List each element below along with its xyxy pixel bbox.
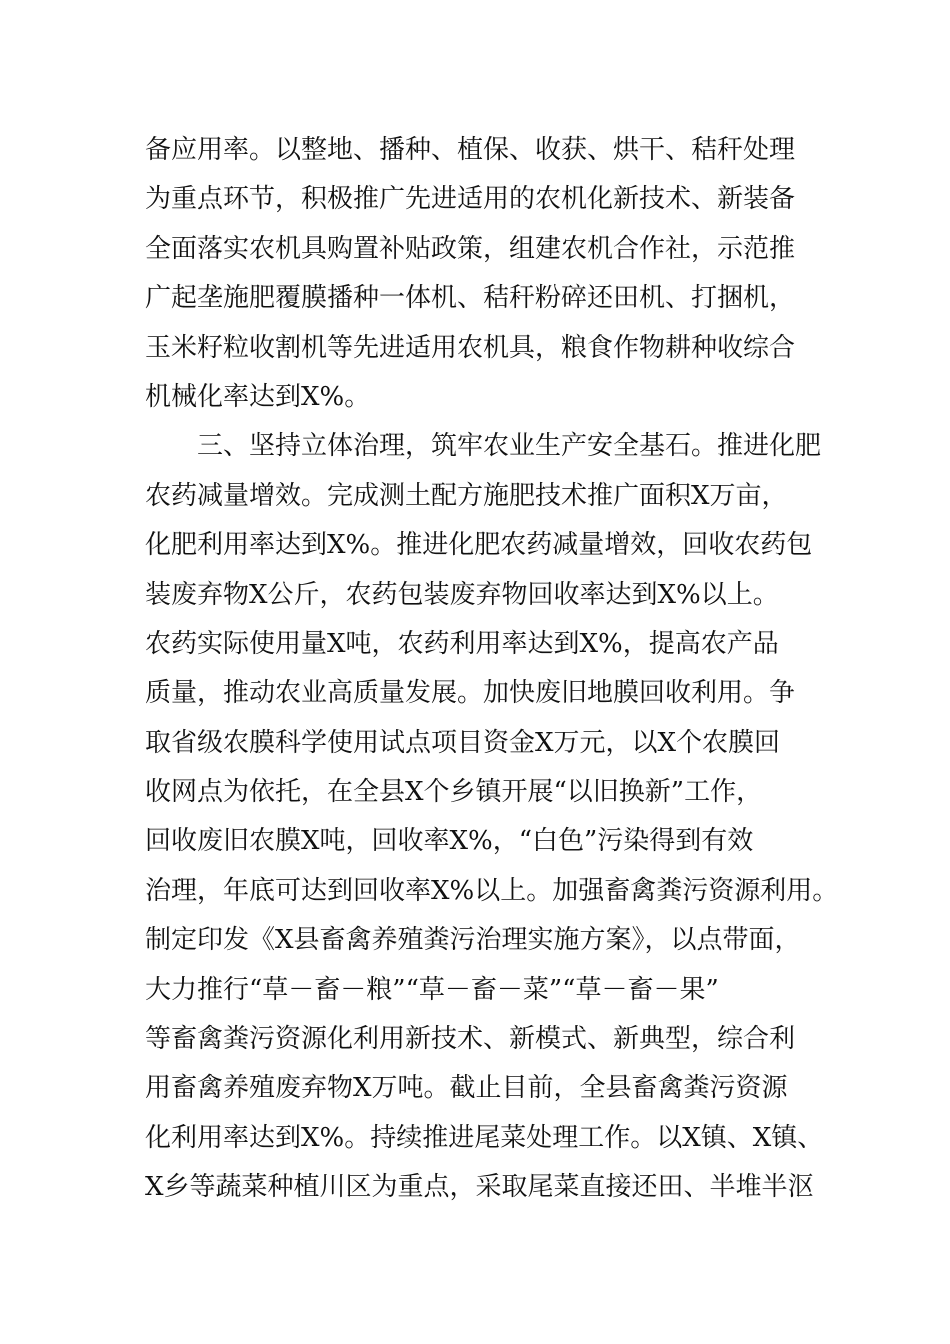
text-line: 农药实际使用量X吨，农药利用率达到X%，提高农产品 (145, 628, 779, 659)
text-line: X乡等蔬菜种植川区为重点，采取尾菜直接还田、半堆半沤 (145, 1172, 814, 1203)
text-line: 化肥利用率达到X%。推进化肥农药减量增效，回收农药包 (145, 530, 813, 561)
text-line: 质量，推动农业高质量发展。加快废旧地膜回收利用。争 (145, 678, 796, 709)
text-line: 取省级农膜科学使用试点项目资金X万元，以X个农膜回 (145, 727, 781, 758)
text-line: 化利用率达到X%。持续推进尾菜处理工作。以X镇、X镇、 (145, 1122, 824, 1153)
text-line: 三、坚持立体治理，筑牢农业生产安全基石。推进化肥 (145, 431, 822, 462)
body-text (145, 126, 839, 1213)
text-line: 装废弃物X公斤，农药包装废弃物回收率达到X%以上。 (145, 579, 779, 610)
text-line: 为重点环节，积极推广先进适用的农机化新技术、新装备 (145, 184, 796, 215)
text-line: 治理，年底可达到回收率X%以上。加强畜禽粪污资源利用。 (145, 875, 839, 906)
text-line: 玉米籽粒收割机等先进适用农机具，粮食作物耕种收综合 (145, 332, 796, 363)
text-line: 全面落实农机具购置补贴政策，组建农机合作社，示范推 (145, 233, 796, 264)
text-line: 广起垄施肥覆膜播种一体机、秸秆粉碎还田机、打捆机， (145, 283, 796, 314)
text-line: 等畜禽粪污资源化利用新技术、新模式、新典型，综合利 (145, 1024, 796, 1055)
text-line: 机械化率达到X%。 (145, 381, 371, 412)
text-line: 农药减量增效。完成测土配方施肥技术推广面积X万亩， (145, 480, 788, 511)
text-line: 用畜禽养殖废弃物X万吨。截止目前，全县畜禽粪污资源 (145, 1073, 788, 1104)
text-line: 收网点为依托，在全县X个乡镇开展“以旧换新”工作， (145, 777, 763, 808)
text-line: 备应用率。以整地、播种、植保、收获、烘干、秸秆处理 (145, 135, 796, 165)
text-line: 大力推行“草－畜－粮”“草－畜－菜”“草－畜－果” (145, 974, 719, 1005)
text-line: 回收废旧农膜X吨，回收率X%，“白色”污染得到有效 (145, 826, 754, 857)
text-line: 制定印发《X县畜禽养殖粪污治理实施方案》，以点带面， (145, 925, 801, 956)
